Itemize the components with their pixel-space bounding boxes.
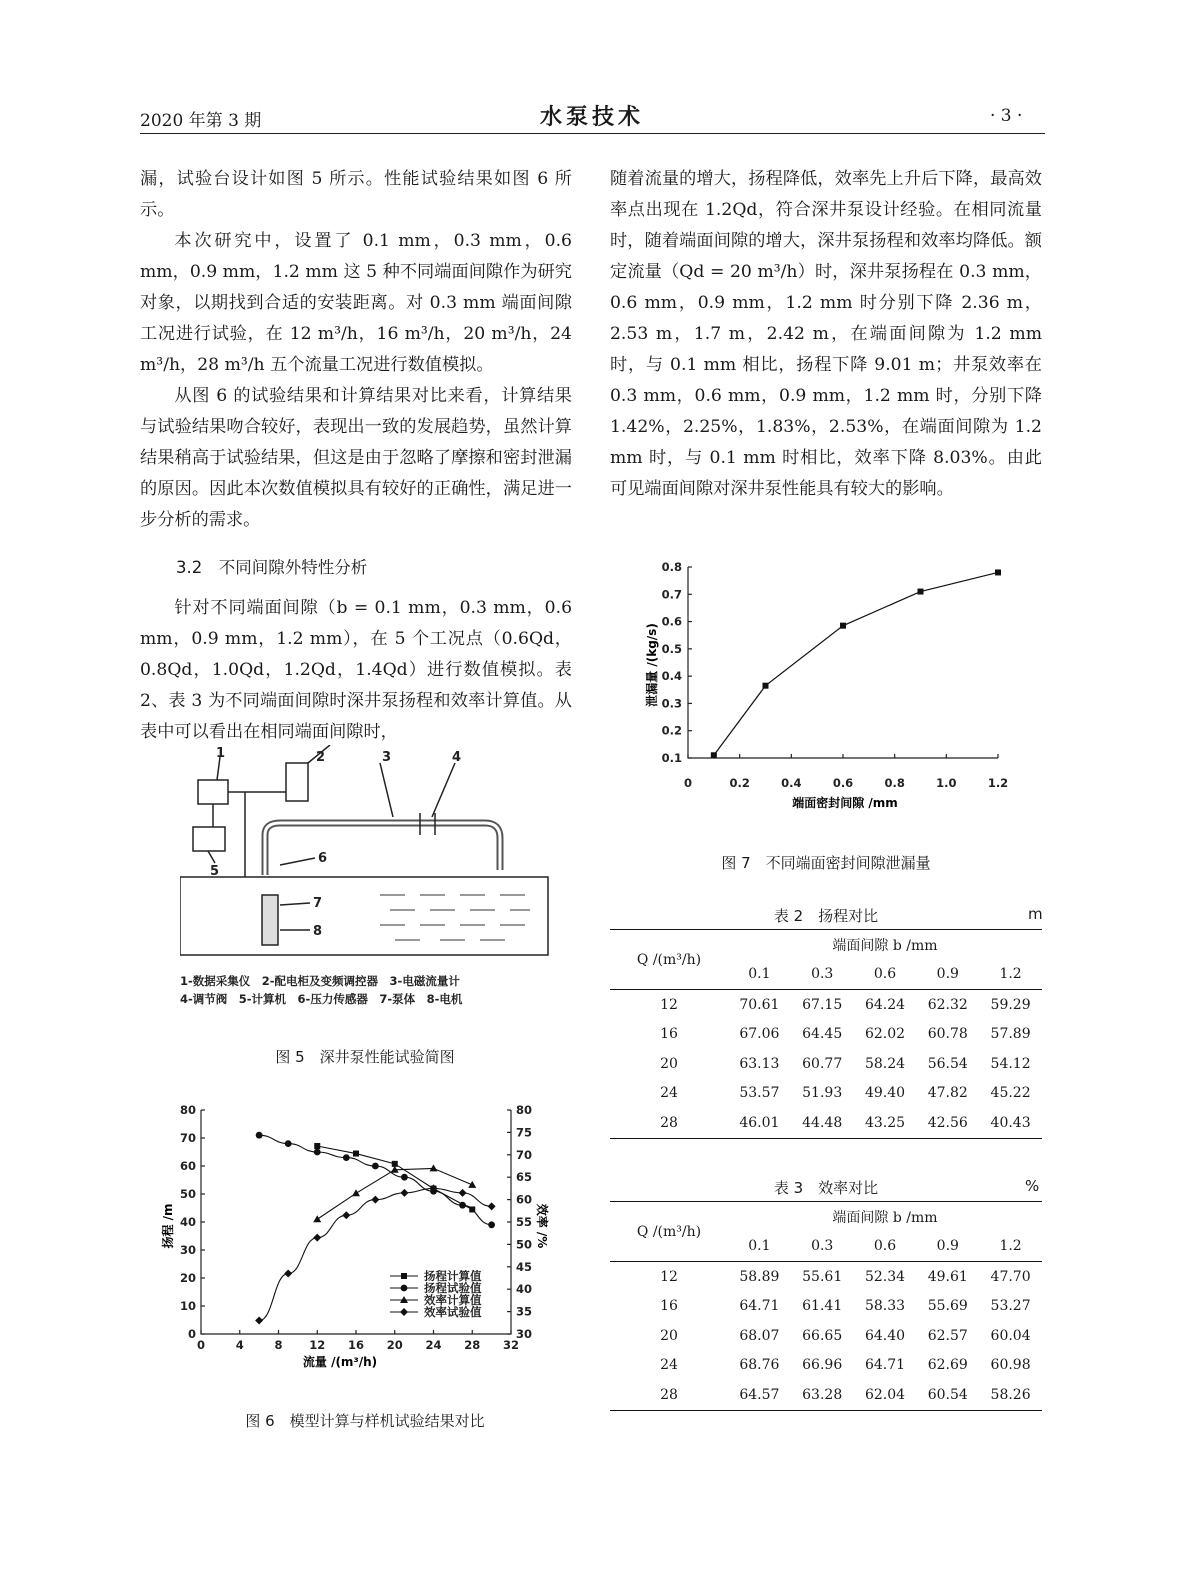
table-cell: 61.41 (802, 1298, 843, 1315)
fig7-ytick-label: 0.6 (661, 614, 682, 629)
column-header: 0.6 (854, 1232, 917, 1262)
fig6-data-point (313, 1234, 321, 1242)
table2 (610, 929, 1042, 1139)
fig6-series-line (259, 1135, 492, 1225)
fig6-data-point (372, 1163, 379, 1170)
journal-title: 水泵技术 (540, 104, 645, 130)
column-header: 1.2 (979, 960, 1042, 990)
table-cell: 59.29 (990, 996, 1031, 1013)
fig5-caption: 图 5 深井泵性能试验简图 (275, 1048, 455, 1066)
fig6-legend-label: 扬程计算值 (424, 1269, 482, 1283)
fig6-y2tick-label: 65 (516, 1170, 533, 1185)
fig6-chart (150, 1098, 560, 1373)
fig6-y2tick-label: 50 (516, 1237, 533, 1252)
fig6-data-point (488, 1202, 496, 1210)
fig5-legend-line1: 1-数据采集仪 2-配电柜及变频调控器 3-电磁流量计 (180, 974, 460, 988)
table-cell: 60.54 (916, 1380, 979, 1410)
table-cell: 60.98 (990, 1357, 1031, 1374)
fig6-ytick-label: 0 (187, 1327, 196, 1341)
fig7-data-point (918, 589, 924, 595)
table-cell: 43.25 (854, 1108, 917, 1138)
table-row (610, 990, 1042, 1020)
table-cell: 53.27 (990, 1298, 1031, 1315)
fig6-data-point (314, 1143, 320, 1149)
fig7-xtick-label: 1.2 (987, 776, 1009, 790)
table-cell: 46.01 (728, 1108, 791, 1138)
table3 (610, 1201, 1042, 1411)
table-row (610, 1079, 1042, 1109)
table-row (610, 1292, 1042, 1322)
row-header: Q /(m³/h) (610, 930, 728, 990)
column-header: 0.3 (791, 1232, 854, 1262)
right-column (610, 164, 1042, 505)
table-cell: 58.26 (979, 1380, 1042, 1410)
fig6-xtick-label: 16 (347, 1338, 365, 1352)
fig7-chart (630, 555, 1030, 815)
fig7-series-line (714, 572, 998, 755)
table-cell: 47.82 (927, 1085, 968, 1102)
fig6-data-point (342, 1211, 350, 1219)
table-cell: 66.65 (802, 1327, 843, 1344)
table-cell: 63.28 (791, 1380, 854, 1410)
fig6-xlabel: 流量 /(m³/h) (302, 1355, 378, 1369)
table-cell: 60.78 (927, 1026, 968, 1043)
fig7-caption: 图 7 不同端面密封间隙泄漏量 (721, 854, 931, 872)
fig7-ytick-label: 0.3 (661, 696, 682, 711)
fig6-data-point (255, 1317, 263, 1325)
fig7-data-point (711, 752, 717, 758)
fig6-xtick-label: 20 (386, 1338, 403, 1352)
fig6-xtick-label: 0 (196, 1338, 206, 1352)
fig7-axis-frame (688, 567, 998, 758)
table-cell: 12 (660, 1268, 678, 1285)
pump-motor (262, 895, 278, 945)
table-cell: 64.40 (864, 1327, 906, 1344)
table-cell: 56.54 (927, 1055, 968, 1072)
fig7-data-point (763, 683, 769, 689)
issue-label: 2020 年第 3 期 (140, 111, 262, 131)
group-header: 端面间隙 b /mm (728, 1202, 1042, 1232)
fig6-ytick-label: 40 (179, 1215, 196, 1229)
fig6-y2tick-label: 30 (516, 1327, 533, 1341)
table-cell: 70.61 (739, 996, 780, 1013)
table-cell: 55.61 (802, 1268, 843, 1285)
fig6-data-point (285, 1140, 292, 1147)
paragraph: 随着流量的增大，扬程降低，效率先上升后下降，最高效率点出现在 1.2Qd，符合深井泵设计经验。在相同流量时，随着端面间隙的增大，深井泵扬程和效率均降低。额定流量（Qd = 20 m³/h）时，深井泵扬程在 0.3 mm，0.6 mm，0.9 mm，1.2 mm 时分别下降 2.36 m，2.53 m，1.7 m，2.42 m，在端面间隙为 1.2 mm 时，与 0.1 mm 相比，扬程下降 9.01 m；井泵效率在 0.3 mm，0.6 mm，0.9 mm，1.2 mm 时，分别下降 1.42%，2.25%，1.83%，2.53%，在端面间隙为 1.2 mm 时，与 0.1 mm 时相比，效率下降 8.03%。由此可见端面间隙对深井泵性能具有较大的影响。 (610, 169, 1042, 499)
fig7-ytick-label: 0.5 (661, 641, 682, 656)
fig6-y2tick-label: 60 (516, 1192, 533, 1207)
table-cell: 62.57 (927, 1327, 968, 1344)
table-cell: 53.57 (739, 1085, 780, 1102)
water-tank (180, 877, 548, 955)
fig6-data-point (343, 1154, 350, 1161)
fig6-ytick-label: 80 (179, 1103, 196, 1117)
fig6-data-point (371, 1196, 379, 1204)
fig6-xtick-label: 12 (309, 1338, 326, 1352)
group-header: 端面间隙 b /mm (728, 930, 1042, 960)
label-6: 6 (318, 851, 328, 866)
fig6-xtick-label: 28 (464, 1338, 481, 1352)
table-row (610, 1321, 1042, 1351)
fig6-xtick-label: 4 (235, 1338, 244, 1352)
fig7-xtick-label: 0.8 (884, 776, 905, 790)
table-row (610, 1351, 1042, 1381)
data-acquisition-box (198, 780, 228, 804)
table-cell: 62.32 (927, 996, 968, 1013)
table-cell: 12 (660, 996, 678, 1013)
fig6-data-point (353, 1151, 359, 1157)
section-heading: 3.2 不同间隙外特性分析 (176, 558, 368, 577)
fig6-xtick-label: 32 (502, 1338, 520, 1352)
table-cell: 47.70 (990, 1268, 1031, 1285)
table-cell: 62.02 (864, 1026, 906, 1043)
table-row (610, 1380, 1042, 1410)
fig7-data-point (840, 623, 846, 629)
fig6-xtick-label: 24 (425, 1338, 442, 1352)
table-cell: 52.34 (864, 1268, 906, 1285)
column-header: 0.9 (916, 1232, 979, 1262)
fig7-ytick-label: 0.2 (661, 723, 682, 738)
fig6-data-point (468, 1181, 476, 1188)
fig6-y2tick-label: 55 (516, 1215, 533, 1229)
table-cell: 64.24 (864, 996, 906, 1013)
fig6-legend-marker (401, 1285, 408, 1292)
fig7-ylabel: 泄漏量 /(kg/s) (645, 623, 659, 707)
fig6-data-point (488, 1221, 495, 1228)
pipe (265, 823, 500, 875)
fig6-y2tick-label: 75 (516, 1125, 533, 1140)
fig7-ytick-label: 0.8 (661, 560, 682, 574)
table-cell: 64.57 (728, 1380, 791, 1410)
table-cell: 62.04 (854, 1380, 917, 1410)
column-header: 1.2 (979, 1232, 1042, 1262)
paragraph: 本次研究中，设置了 0.1 mm，0.3 mm，0.6 mm，0.9 mm，1.2 mm 这 5 种不同端面间隙作为研究对象，以期找到合适的安装距离。对 0.3 mm 端面间隙工况进行试验，在 12 m³/h，16 m³/h，20 m³/h，24 m³/h，28 m³/h 五个流量工况进行数值模拟。 (140, 231, 572, 375)
fig6-data-point (314, 1149, 321, 1156)
fig6-data-point (430, 1164, 438, 1171)
table3-unit: % (1025, 1177, 1040, 1195)
fig6-series-line (317, 1146, 472, 1209)
fig7-xtick-label: 0.2 (729, 776, 750, 790)
table-cell: 28 (610, 1380, 728, 1410)
table-cell: 58.24 (864, 1055, 906, 1072)
table-cell: 60.77 (802, 1055, 843, 1072)
left-column (140, 164, 572, 748)
fig6-y2tick-label: 35 (516, 1304, 533, 1319)
label-8: 8 (313, 924, 323, 939)
label-5: 5 (210, 864, 220, 879)
fig6-data-point (459, 1189, 467, 1197)
fig6-data-point (284, 1270, 292, 1278)
table-cell: 68.07 (739, 1327, 780, 1344)
control-cabinet (286, 763, 308, 801)
table-cell: 68.76 (739, 1357, 780, 1374)
column-header: 0.9 (916, 960, 979, 990)
fig7-ytick-label: 0.7 (661, 587, 682, 602)
fig6-data-point (401, 1174, 408, 1181)
table2-unit: m (1028, 905, 1043, 923)
water-waves (380, 895, 530, 940)
table-cell: 64.71 (739, 1298, 780, 1315)
table-cell: 67.15 (802, 996, 843, 1013)
table-cell: 49.40 (864, 1085, 906, 1102)
paragraph: 从图 6 的试验结果和计算结果对比来看，计算结果与试验结果吻合较好，表现出一致的发展趋势，虽然计算结果稍高于试验结果，但这是由于忽略了摩擦和密封泄漏的原因。因此本次数值模拟具有较好的正确性，满足进一步分析的需求。 (140, 386, 572, 530)
fig6-ytick-label: 20 (179, 1271, 196, 1285)
fig6-data-point (256, 1132, 263, 1139)
label-7: 7 (313, 896, 323, 911)
fig6-xtick-label: 8 (274, 1338, 283, 1352)
fig7-xtick-label: 1.0 (936, 776, 957, 790)
fig6-data-point (400, 1189, 408, 1197)
fig6-legend-label: 效率计算值 (424, 1293, 482, 1307)
label-3: 3 (382, 750, 392, 765)
table-cell: 44.48 (791, 1108, 854, 1138)
column-header: 0.6 (854, 960, 917, 990)
column-header: 0.1 (728, 960, 791, 990)
fig6-data-point (313, 1215, 321, 1222)
table-cell: 54.12 (990, 1055, 1031, 1072)
fig5-legend-line2: 4-调节阀 5-计算机 6-压力传感器 7-泵体 8-电机 (180, 992, 463, 1006)
table-cell: 55.69 (927, 1298, 968, 1315)
table2-title: 表 2 扬程对比 (773, 907, 879, 925)
fig6-y2tick-label: 80 (516, 1103, 533, 1117)
fig7-xlabel: 端面密封间隙 /mm (792, 796, 898, 810)
table-cell: 62.69 (927, 1357, 968, 1374)
header-rule (140, 133, 1045, 134)
table-cell: 58.33 (864, 1298, 906, 1315)
table-cell: 66.96 (802, 1357, 843, 1374)
fig6-ytick-label: 50 (179, 1187, 196, 1201)
table-cell: 40.43 (979, 1108, 1042, 1138)
fig6-legend-marker (400, 1308, 408, 1316)
table-cell: 64.71 (864, 1357, 906, 1374)
table-cell: 16 (660, 1298, 678, 1315)
column-header: 0.1 (728, 1232, 791, 1262)
fig6-ytick-label: 70 (179, 1131, 196, 1145)
fig6-y2tick-label: 40 (516, 1282, 533, 1297)
fig7-xtick-label: 0.6 (832, 776, 854, 790)
page-number: · 3 · (990, 106, 1023, 126)
paragraph: 漏，试验台设计如图 5 所示。性能试验结果如图 6 所示。 (140, 169, 572, 220)
fig7-ytick-label: 0.1 (661, 751, 682, 765)
column-header: 0.3 (791, 960, 854, 990)
table-row (610, 1049, 1042, 1079)
fig6-legend-label: 扬程试验值 (424, 1281, 482, 1295)
table-cell: 64.45 (802, 1026, 843, 1043)
table-cell: 24 (660, 1085, 678, 1102)
fig6-ytick-label: 10 (179, 1299, 196, 1313)
fig6-data-point (352, 1189, 360, 1196)
table-cell: 20 (660, 1327, 678, 1344)
label-2: 2 (316, 750, 326, 765)
table3-title: 表 3 效率对比 (773, 1179, 879, 1197)
label-1: 1 (216, 746, 226, 761)
table-cell: 60.04 (990, 1327, 1031, 1344)
table-cell: 51.93 (802, 1085, 843, 1102)
fig6-legend-marker (401, 1273, 407, 1279)
leader-lines (217, 745, 455, 817)
paragraph: 针对不同端面间隙（b = 0.1 mm，0.3 mm，0.6 mm，0.9 mm，1.2 mm），在 5 个工况点（0.6Qd，0.8Qd，1.0Qd，1.2Qd，1.4Qd）进行数值模拟。表 2、表 3 为不同端面间隙时深井泵扬程和效率计算值。从表中可以看出在相同端面间隙时， (140, 598, 572, 742)
row-header: Q /(m³/h) (610, 1202, 728, 1262)
fig6-ytick-label: 30 (179, 1243, 196, 1257)
fig6-ylabel-left: 扬程 /m (161, 1203, 175, 1249)
fig6-ylabel-right: 效率 /% (535, 1203, 549, 1249)
fig7-xtick-label: 0 (683, 776, 693, 790)
table-cell: 58.89 (739, 1268, 780, 1285)
fig6-caption: 图 6 模型计算与样机试验结果对比 (245, 1412, 485, 1430)
pipe-inner (265, 823, 500, 875)
table-row (610, 1262, 1042, 1292)
table-cell: 63.13 (739, 1055, 780, 1072)
fig6-data-point (459, 1202, 466, 1209)
table-cell: 20 (660, 1055, 678, 1072)
table-row (610, 1108, 1042, 1138)
table-row (610, 1020, 1042, 1050)
label-4: 4 (452, 750, 462, 765)
table-cell: 42.56 (916, 1108, 979, 1138)
computer-monitor (193, 827, 225, 851)
table-cell: 49.61 (927, 1268, 968, 1285)
fig7-xtick-label: 0.4 (781, 776, 802, 790)
table-cell: 45.22 (990, 1085, 1031, 1102)
fig6-ytick-label: 60 (179, 1159, 196, 1173)
table-cell: 57.89 (990, 1026, 1031, 1043)
table-cell: 16 (660, 1026, 678, 1043)
table-cell: 28 (610, 1108, 728, 1138)
fig6-y2tick-label: 70 (516, 1147, 533, 1162)
fig7-ytick-label: 0.4 (661, 669, 682, 684)
table-cell: 67.06 (739, 1026, 780, 1043)
fig7-data-point (995, 569, 1001, 575)
table-cell: 24 (660, 1357, 678, 1374)
fig5-diagram (180, 745, 550, 1010)
fig6-y2tick-label: 45 (516, 1259, 533, 1274)
fig6-legend-label: 效率试验值 (424, 1305, 482, 1319)
